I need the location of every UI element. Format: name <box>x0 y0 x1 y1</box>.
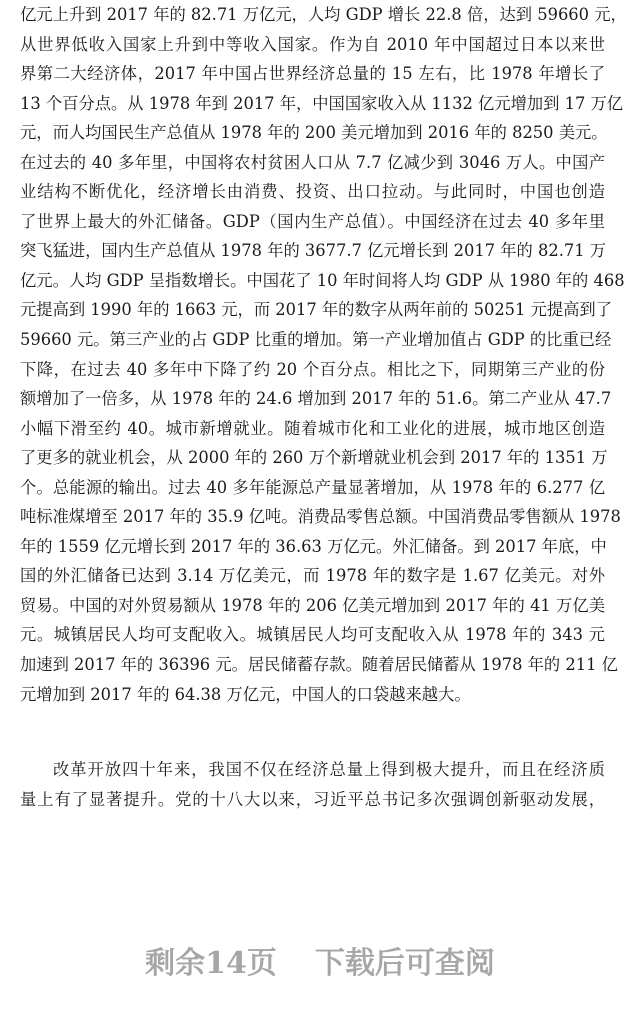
text-line: 13 个百分点。从 1978 年到 2017 年，中国国家收入从 1132 亿元增加到 17 万亿 <box>20 93 624 113</box>
text-line: 国的外汇储备已达到 3.14 万亿美元，而 1978 年的数字是 1.67 亿美元。对外 <box>20 566 605 586</box>
text-line: 元提高到 1990 年的 1663 元，而 2017 年的数字从两年前的 50251 元提高到了 <box>20 300 612 320</box>
text-line: 量上有了显著提升。党的十八大以来，习近平总书记多次强调创新驱动发展， <box>20 789 605 809</box>
text-line: 元。城镇居民人均可支配收入。城镇居民人均可支配收入从 1978 年的 343 元 <box>20 625 605 645</box>
download-to-read-banner[interactable] <box>0 938 640 982</box>
text-line: 了更多的就业机会，从 2000 年的 260 万个新增就业机会到 2017 年的 1351 万 <box>20 448 608 468</box>
text-line: 元增加到 2017 年的 64.38 万亿元，中国人的口袋越来越大。 <box>20 684 471 704</box>
text-line: 在过去的 40 多年里，中国将农村贫困人口从 7.7 亿减少到 3046 万人。中国产 <box>20 152 605 172</box>
text-line: 亿元上升到 2017 年的 82.71 万亿元，人均 GDP 增长 22.8 倍，达到 59660 元， <box>20 5 627 24</box>
download-hint-label: 下载后可查阅 <box>314 946 495 981</box>
text-line: 从世界低收入国家上升到中等收入国家。作为自 2010 年中国超过日本以来世 <box>20 34 605 54</box>
text-line: 改革开放四十年来，我国不仅在经济总量上得到极大提升，而且在经济质 <box>53 760 605 779</box>
text-line: 额增加了一倍多，从 1978 年的 24.6 增加到 2017 年的 51.6。第二产业从 47.7 <box>20 389 612 409</box>
text-line: 贸易。中国的对外贸易额从 1978 年的 206 亿美元增加到 2017 年的 41 万亿美 <box>20 595 605 615</box>
paragraph-1 <box>20 0 627 709</box>
text-line: 下降，在过去 40 多年中下降了约 20 个百分点。相比之下，同期第三产业的份 <box>20 359 605 379</box>
text-line: 个。总能源的输出。过去 40 多年能源总产量显著增加，从 1978 年的 6.277 亿 <box>20 477 605 497</box>
paragraph-2 <box>20 755 605 814</box>
text-line: 加速到 2017 年的 36396 元。居民储蓄存款。随着居民储蓄从 1978 年的 211 亿 <box>20 655 618 675</box>
text-line: 界第二大经济体，2017 年中国占世界经济总量的 15 左右，比 1978 年增长了 <box>20 64 605 84</box>
text-line: 59660 元。第三产业的占 GDP 比重的增加。第一产业增加值占 GDP 的比重已经 <box>20 330 612 350</box>
remaining-pages-label: 剩余14页 <box>145 946 277 981</box>
text-line: 突飞猛进，国内生产总值从 1978 年的 3677.7 亿元增长到 2017 年的 82.71 万 <box>20 241 607 261</box>
text-line: 年的 1559 亿元增长到 2017 年的 36.63 万亿元。外汇储备。到 2017 年底，中 <box>20 536 607 556</box>
text-line: 业结构不断优化，经济增长由消费、投资、出口拉动。与此同时，中国也创造 <box>20 182 605 202</box>
text-line: 元，而人均国民生产总值从 1978 年的 200 美元增加到 2016 年的 8250 美元。 <box>20 123 608 143</box>
text-line: 亿元。人均 GDP 呈指数增长。中国花了 10 年时间将人均 GDP 从 1980 年的 468 <box>20 270 625 290</box>
text-line: 吨标准煤增至 2017 年的 35.9 亿吨。消费品零售总额。中国消费品零售额从 1978 <box>20 507 621 527</box>
text-line: 了世界上最大的外汇储备。GDP（国内生产总值）。中国经济在过去 40 多年里 <box>20 211 605 231</box>
text-line: 小幅下滑至约 40。城市新增就业。随着城市化和工业化的进展，城市地区创造 <box>20 418 605 438</box>
